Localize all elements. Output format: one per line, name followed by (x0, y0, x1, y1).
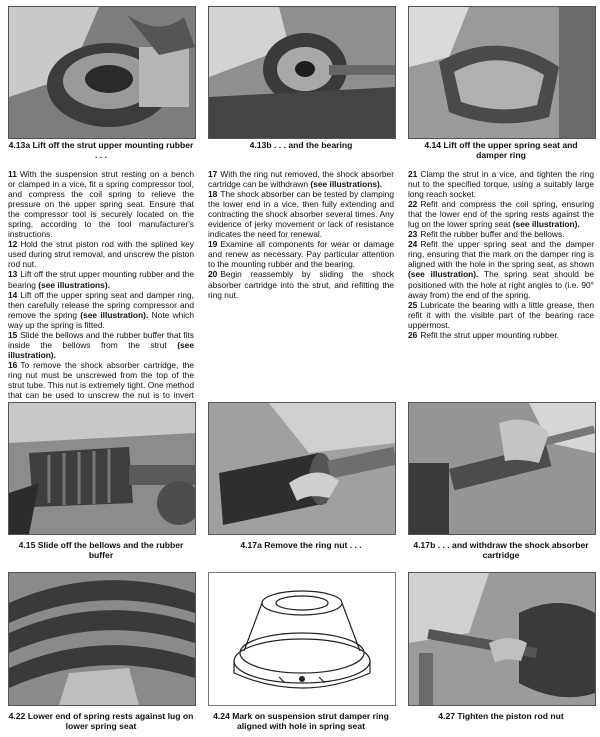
caption-4-13a: 4.13a Lift off the strut upper mounting rubber . . . (8, 140, 194, 160)
paragraph-11: 11 With the suspension strut resting on a bench or clamped in a vice, fit a spring compressor tool, and compress the coil spring to relieve the pressure on the upper spring seat. Ensure that the compressor tool is securely located on the spring, according to the tool manufacturer's instructions. (8, 169, 194, 240)
caption-4-13b: 4.13b . . . and the bearing (249, 140, 353, 150)
paragraph-15: 15 Slide the bellows and the rubber buffer that fits inside the bellows from the strut (see illustration). (8, 329, 194, 360)
paragraph-13: 13 Lift off the strut upper mounting rubber and the bearing (see illustrations). (8, 269, 194, 290)
photo-4-13b (208, 6, 396, 139)
photo-4-14 (408, 6, 596, 139)
photo-4-13a (8, 6, 196, 139)
paragraph-20: 20 Begin reassembly by sliding the shock absorber cartridge into the strut, and refitting the ring nut. (208, 269, 394, 300)
photo-4-13b-image (209, 7, 395, 138)
caption-4-17a: 4.17a Remove the ring nut . . . (240, 540, 362, 550)
paragraph-21: 21 Clamp the strut in a vice, and tighten the ring nut to the specified torque, using a suitably large long reach socket. (408, 169, 594, 200)
caption-4-27: 4.27 Tighten the piston rod nut (438, 711, 564, 721)
text-column-2 (208, 169, 394, 300)
paragraph-16: 16 To remove the shock absorber cartridge, the ring nut must be unscrewed from the top of the strut tube. This nut is extremely tight. One method that can be used to unscrew the nut is to invert (8, 359, 194, 401)
photo-4-15 (8, 402, 196, 535)
paragraph-18: 18 The shock absorber can be tested by clamping the lower end in a vice, then fully extending and contracting the shock absorber several times. Any evidence of jerky movement or lack of resistance indicates the need for renewal. (208, 189, 394, 240)
caption-4-15: 4.15 Slide off the bellows and the rubber buffer (18, 540, 184, 560)
photo-4-22-image (9, 573, 195, 705)
caption-4-22: 4.22 Lower end of spring rests against lug on lower spring seat (8, 711, 194, 731)
paragraph-19: 19 Examine all components for wear or damage and renew as necessary. Pay particular attention to the mounting rubber and the bearing. (208, 239, 394, 270)
caption-4-14: 4.14 Lift off the upper spring seat and damper ring (424, 140, 578, 160)
photo-4-14-image (409, 7, 595, 138)
paragraph-25: 25 Lubricate the bearing with a little grease, then refit it with the visible part of the bearing race uppermost. (408, 299, 594, 330)
paragraph-26: 26 Refit the strut upper mounting rubber. (408, 329, 560, 340)
photo-4-24 (208, 572, 396, 706)
paragraph-14: 14 Lift off the upper spring seat and damper ring, then carefully release the spring compressor and remove the spring (see illustration). Note which way up the spring is fitted. (8, 289, 195, 330)
paragraph-12: 12 Hold the strut piston rod with the splined key used during strut removal, and unscrew the piston rod nut. (8, 239, 194, 270)
photo-4-27 (408, 572, 596, 706)
photo-4-27-image (409, 573, 595, 705)
photo-4-15-image (9, 403, 195, 534)
photo-4-17b (408, 402, 596, 535)
photo-4-24-illustration (209, 573, 395, 705)
photo-4-17b-image (409, 403, 595, 534)
text-column-3 (408, 169, 594, 340)
photo-4-13a-image (9, 7, 195, 138)
caption-4-24: 4.24 Mark on suspension strut damper ring aligned with hole in spring seat (213, 711, 389, 731)
caption-4-17b: 4.17b . . . and withdraw the shock absorber cartridge (413, 540, 589, 560)
text-column-1 (8, 169, 194, 430)
paragraph-23: 23 Refit the rubber buffer and the bellows. (408, 229, 565, 240)
paragraph-24: 24 Refit the upper spring seat and the damper ring, ensuring that the mark on the damper ring is aligned with the hole in the spring seat, as shown (see illustration). The spring seat should be positioned with the hole at right angles to (i.e. 90° away from) the end of the spring. (408, 239, 595, 300)
paragraph-17: 17 With the ring nut removed, the shock absorber cartridge can be withdrawn (see illustrations). (208, 169, 394, 190)
photo-4-22 (8, 572, 196, 706)
photo-4-17a (208, 402, 396, 535)
photo-4-17a-image (209, 403, 395, 534)
paragraph-22: 22 Refit and compress the coil spring, ensuring that the lower end of the spring rests against the lug on the lower spring seat (see illustration). (408, 199, 594, 230)
